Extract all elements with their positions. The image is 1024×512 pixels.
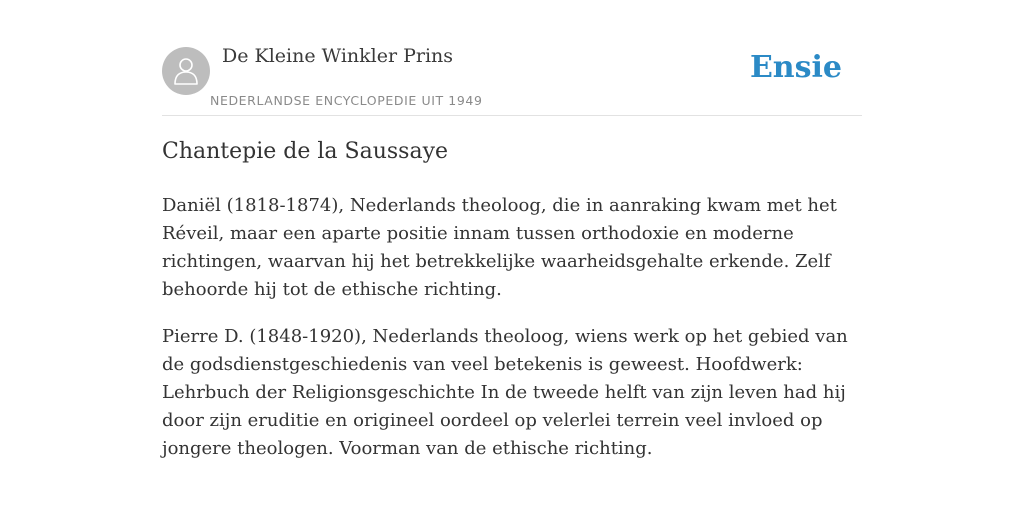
article-paragraph: Pierre D. (1848-1920), Nederlands theoloog, wiens werk op het gebied van de godsdienstgeschiedenis van veel betekenis is geweest. Hoofdwerk: Lehrbuch der Religionsgeschichte In de tweede helft van zijn leven had hij door zijn eruditie en origineel oordeel op velerlei terrein veel invloed op jongere theologen. Voorman van de ethische richting. <box>162 326 848 459</box>
article-body <box>162 192 862 482</box>
article-title: Chantepie de la Saussaye <box>162 139 449 164</box>
avatar[interactable] <box>162 47 210 95</box>
header <box>162 40 862 116</box>
article-paragraph: Daniël (1818-1874), Nederlands theoloog, die in aanraking kwam met het Réveil, maar een aparte positie innam tussen orthodoxie en moderne richtingen, waarvan hij het betrekkelijke waarheidsgehalte erkende. Zelf behoorde hij tot de ethische richting. <box>162 195 837 300</box>
brand-logo[interactable]: Ensie <box>749 50 842 85</box>
user-icon <box>172 56 200 86</box>
author-name[interactable]: De Kleine Winkler Prins <box>222 45 454 67</box>
encyclopedia-subtitle: NEDERLANDSE ENCYCLOPEDIE UIT 1949 <box>210 93 483 108</box>
